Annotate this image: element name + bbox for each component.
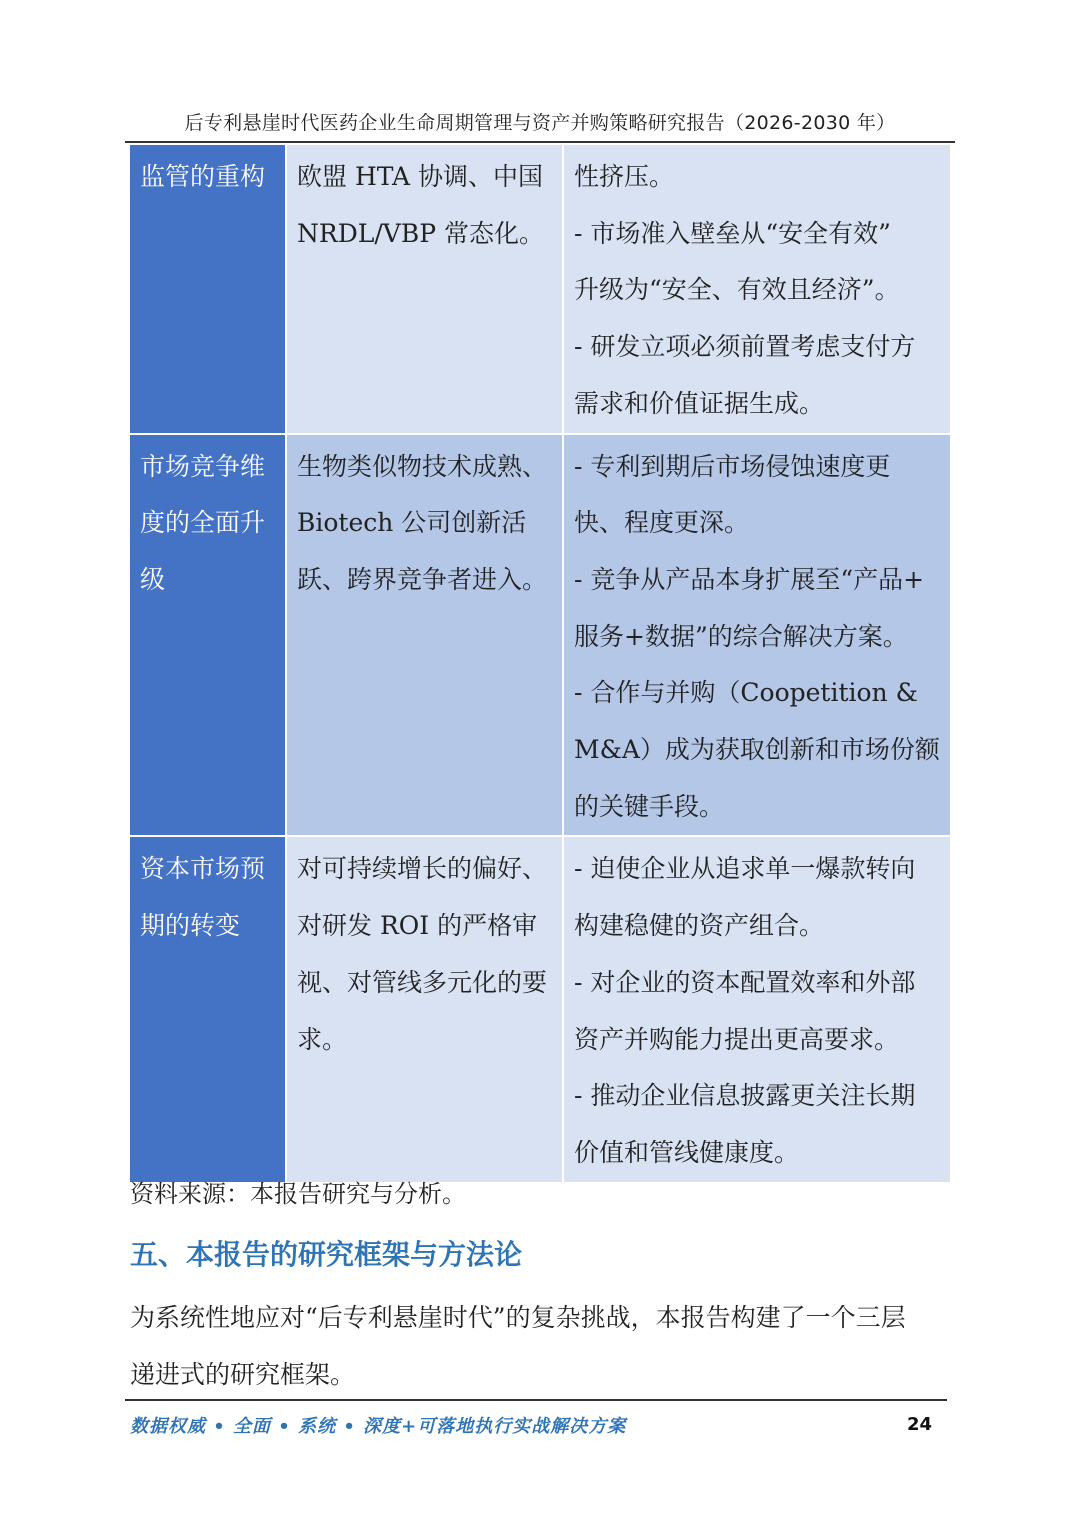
cell-line: 服务+数据”的综合解决方案。 bbox=[574, 621, 908, 651]
section-heading: 五、本报告的研究框架与方法论 bbox=[130, 1238, 523, 1271]
table-row bbox=[130, 434, 950, 837]
lifecycle-drivers-table bbox=[130, 145, 950, 1182]
cell-line: 资本市场预 bbox=[140, 854, 266, 884]
cell-line: 价值和管线健康度。 bbox=[574, 1137, 800, 1167]
source-note: 资料来源：本报告研究与分析。 bbox=[130, 1180, 466, 1208]
cell-line: - 迫使企业从追求单一爆款转向 bbox=[574, 854, 916, 884]
cell-line: 市场竞争维 bbox=[140, 451, 266, 481]
running-header-title: 后专利悬崖时代医药企业生命周期管理与资产并购策略研究报告（2026-2030 年） bbox=[184, 112, 896, 134]
cell-line: - 合作与并购（Coopetition & bbox=[574, 678, 918, 708]
cell-line: 求。 bbox=[297, 1024, 348, 1054]
cell-line: 跃、跨界竞争者进入。 bbox=[297, 564, 548, 594]
impacts-cell bbox=[563, 145, 950, 434]
cell-line: 度的全面升 bbox=[140, 508, 266, 538]
cell-line: 资产并购能力提出更高要求。 bbox=[574, 1024, 900, 1054]
cell-line: 生物类似物技术成熟、 bbox=[297, 451, 548, 481]
impacts-cell bbox=[563, 434, 950, 837]
page-number: 24 bbox=[906, 1414, 932, 1435]
table-row bbox=[130, 836, 950, 1181]
cell-line: Biotech 公司创新活 bbox=[297, 508, 527, 538]
cell-line: - 市场准入壁垒从“安全有效” bbox=[574, 218, 891, 248]
cell-line: 性挤压。 bbox=[574, 162, 675, 191]
cell-line: 升级为“安全、有效且经济”。 bbox=[574, 275, 900, 305]
cell-line: 视、对管线多元化的要 bbox=[297, 967, 548, 997]
drivers-cell bbox=[286, 434, 563, 837]
table-row bbox=[130, 145, 950, 434]
footer-divider bbox=[125, 1399, 947, 1401]
cell-line: 对可持续增长的偏好、 bbox=[297, 854, 548, 884]
paragraph-line: 递进式的研究框架。 bbox=[130, 1359, 356, 1389]
dimension-cell bbox=[130, 145, 286, 434]
cell-line: 级 bbox=[140, 564, 166, 594]
impacts-cell bbox=[563, 836, 950, 1181]
footer-slogan: 数据权威 • 全面 • 系统 • 深度+可落地执行实战解决方案 bbox=[130, 1416, 627, 1437]
drivers-cell bbox=[286, 836, 563, 1181]
cell-line: 快、程度更深。 bbox=[574, 508, 750, 538]
dimension-cell bbox=[130, 434, 286, 837]
cell-line: NRDL/VBP 常态化。 bbox=[297, 218, 544, 248]
cell-line: M&A）成为获取创新和市场份额 bbox=[574, 735, 940, 765]
cell-line: 对研发 ROI 的严格审 bbox=[297, 911, 538, 941]
cell-line: 期的转变 bbox=[140, 911, 241, 941]
cell-line: 的关键手段。 bbox=[574, 791, 725, 821]
header-divider bbox=[125, 141, 955, 143]
paragraph-line: 为系统性地应对“后专利悬崖时代”的复杂挑战，本报告构建了一个三层 bbox=[130, 1303, 906, 1332]
cell-line: - 研发立项必须前置考虑支付方 bbox=[574, 332, 916, 362]
cell-line: 需求和价值证据生成。 bbox=[574, 388, 825, 418]
cell-line: - 竞争从产品本身扩展至“产品+ bbox=[574, 564, 925, 594]
cell-line: - 对企业的资本配置效率和外部 bbox=[574, 967, 916, 997]
cell-line: 监管的重构 bbox=[140, 162, 266, 191]
cell-line: - 专利到期后市场侵蚀速度更 bbox=[574, 451, 891, 481]
cell-line: 欧盟 HTA 协调、中国 bbox=[297, 162, 544, 191]
drivers-cell bbox=[286, 145, 563, 434]
body-paragraph bbox=[130, 1290, 960, 1403]
dimension-cell bbox=[130, 836, 286, 1181]
cell-line: - 推动企业信息披露更关注长期 bbox=[574, 1081, 916, 1111]
cell-line: 构建稳健的资产组合。 bbox=[574, 911, 825, 941]
